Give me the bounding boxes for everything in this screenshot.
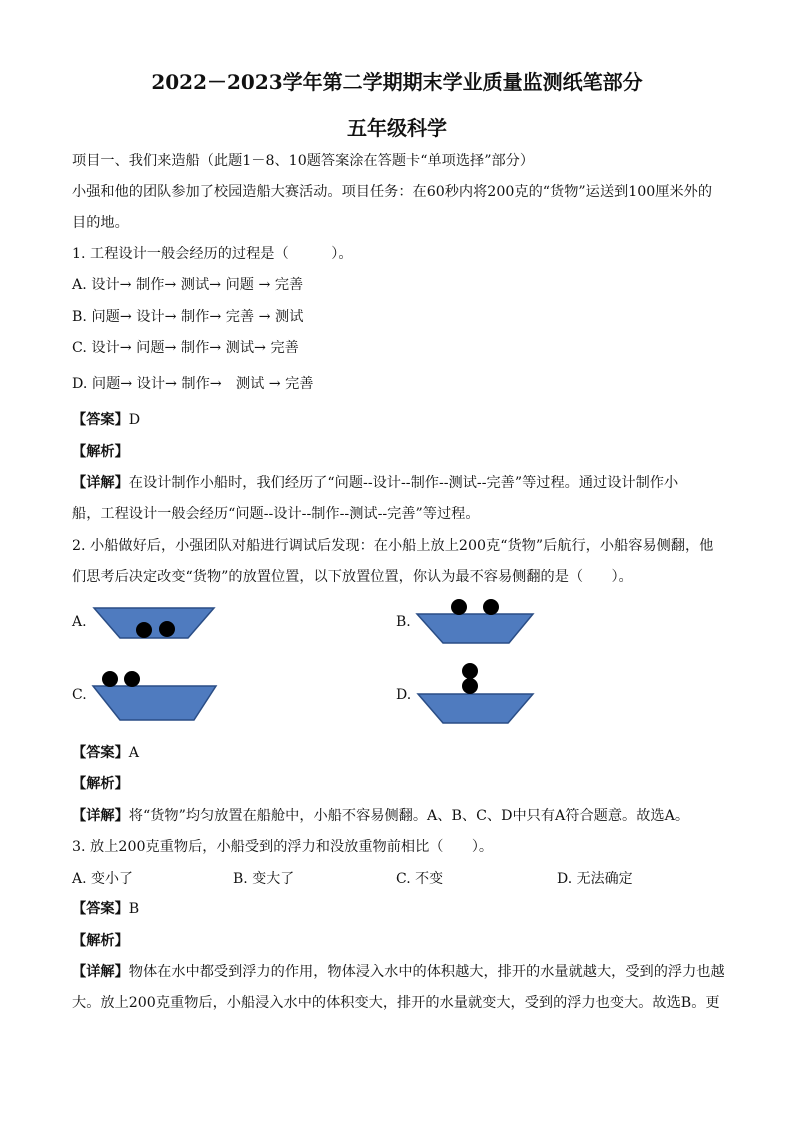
cargo-ball — [102, 671, 118, 687]
q3-option-a: A. 变小了 — [72, 871, 134, 887]
q2-option-a-boat — [90, 600, 220, 645]
q1-stem: 1. 工程设计一般会经历的过程是（ ）。 — [72, 246, 353, 262]
q3-answer-value: B — [128, 901, 140, 917]
q2-option-a-label: A. — [72, 614, 87, 630]
cargo-ball — [462, 678, 478, 694]
q2-stem-line-2: 们思考后决定改变“货物”的放置位置，以下放置位置，你认为最不容易侧翻的是（ ）。 — [72, 569, 633, 585]
project-intro-line-1: 小强和他的团队参加了校园造船大赛活动。项目任务：在60秒内将200克的“货物”运送到100厘米外的 — [72, 184, 713, 200]
q3-stem: 3. 放上200克重物后，小船受到的浮力和没放重物前相比（ ）。 — [72, 839, 494, 855]
q2-answer-value: A — [128, 745, 140, 761]
q1-answer-value: D — [128, 412, 141, 428]
page-subtitle: 五年级科学 — [347, 116, 447, 140]
q2-option-d-boat — [413, 660, 543, 725]
boat-hull — [418, 694, 533, 723]
q3-option-c: C. 不变 — [396, 871, 444, 887]
q2-option-c-label: C. — [72, 687, 87, 703]
q3-option-b: B. 变大了 — [233, 871, 295, 887]
q2-option-c-boat — [90, 668, 220, 723]
answer-tag: 【答案】 — [72, 901, 129, 917]
detail-tag: 【详解】 — [72, 964, 129, 980]
q3-option-d: D. 无法确定 — [557, 871, 633, 887]
q1-analysis — [72, 442, 129, 462]
q3-analysis — [72, 931, 129, 951]
project-intro-line-2: 目的地。 — [72, 215, 129, 231]
answer-tag: 【答案】 — [72, 412, 129, 428]
detail-tag: 【详解】 — [72, 475, 129, 491]
q3-detail-line-2: 大。放上200克重物后，小船浸入水中的体积变大，排开的水量就变大，受到的浮力也变大。故选B。更 — [72, 995, 720, 1011]
project-heading: 项目一、我们来造船（此题1－8、10题答案涂在答题卡“单项选择”部分） — [72, 153, 535, 169]
q1-option-a: A. 设计→ 制作→ 测试→ 问题 → 完善 — [72, 277, 304, 293]
q3-detail-line-1 — [72, 962, 725, 982]
q1-detail-line-2: 船，工程设计一般会经历“问题--设计--制作--测试--完善”等过程。 — [72, 506, 480, 522]
q2-stem-line-1: 2. 小船做好后，小强团队对船进行调试后发现：在小船上放上200克“货物”后航行，小船容易侧翻，他 — [72, 538, 714, 554]
cargo-ball — [483, 599, 499, 615]
boat-hull — [417, 614, 533, 643]
analysis-tag: 【解析】 — [72, 776, 129, 792]
page-title: 2022－2023学年第二学期期末学业质量监测纸笔部分 — [151, 70, 643, 94]
q2-option-b-boat — [413, 596, 543, 646]
q1-option-d: D. 问题→ 设计→ 制作→ 测试 → 完善 — [72, 376, 314, 392]
q1-detail-text-1: 在设计制作小船时，我们经历了“问题--设计--制作--测试--完善”等过程。通过设计制作小 — [128, 475, 679, 491]
cargo-ball — [124, 671, 140, 687]
analysis-tag: 【解析】 — [72, 444, 129, 460]
cargo-ball — [451, 599, 467, 615]
cargo-ball — [136, 622, 152, 638]
q3-detail-text-1: 物体在水中都受到浮力的作用，物体浸入水中的体积越大，排开的水量就越大，受到的浮力也越 — [128, 964, 725, 980]
q1-answer — [72, 410, 140, 430]
q2-detail-text: 将“货物”均匀放置在船舱中，小船不容易侧翻。A、B、C、D中只有A符合题意。故选A。 — [128, 808, 690, 824]
boat-hull — [94, 608, 214, 638]
boat-hull — [93, 686, 216, 720]
q2-option-b-label: B. — [396, 614, 411, 630]
q3-answer — [72, 899, 139, 919]
q1-option-c: C. 设计→ 问题→ 制作→ 测试→ 完善 — [72, 340, 299, 356]
q1-option-b: B. 问题→ 设计→ 制作→ 完善 → 测试 — [72, 309, 304, 325]
q2-analysis — [72, 774, 129, 794]
q2-detail — [72, 806, 689, 826]
analysis-tag: 【解析】 — [72, 933, 129, 949]
q2-option-d-label: D. — [396, 687, 412, 703]
cargo-ball — [462, 663, 478, 679]
answer-tag: 【答案】 — [72, 745, 129, 761]
cargo-ball — [159, 621, 175, 637]
q1-detail-line-1 — [72, 473, 678, 493]
detail-tag: 【详解】 — [72, 808, 129, 824]
q2-answer — [72, 743, 139, 763]
